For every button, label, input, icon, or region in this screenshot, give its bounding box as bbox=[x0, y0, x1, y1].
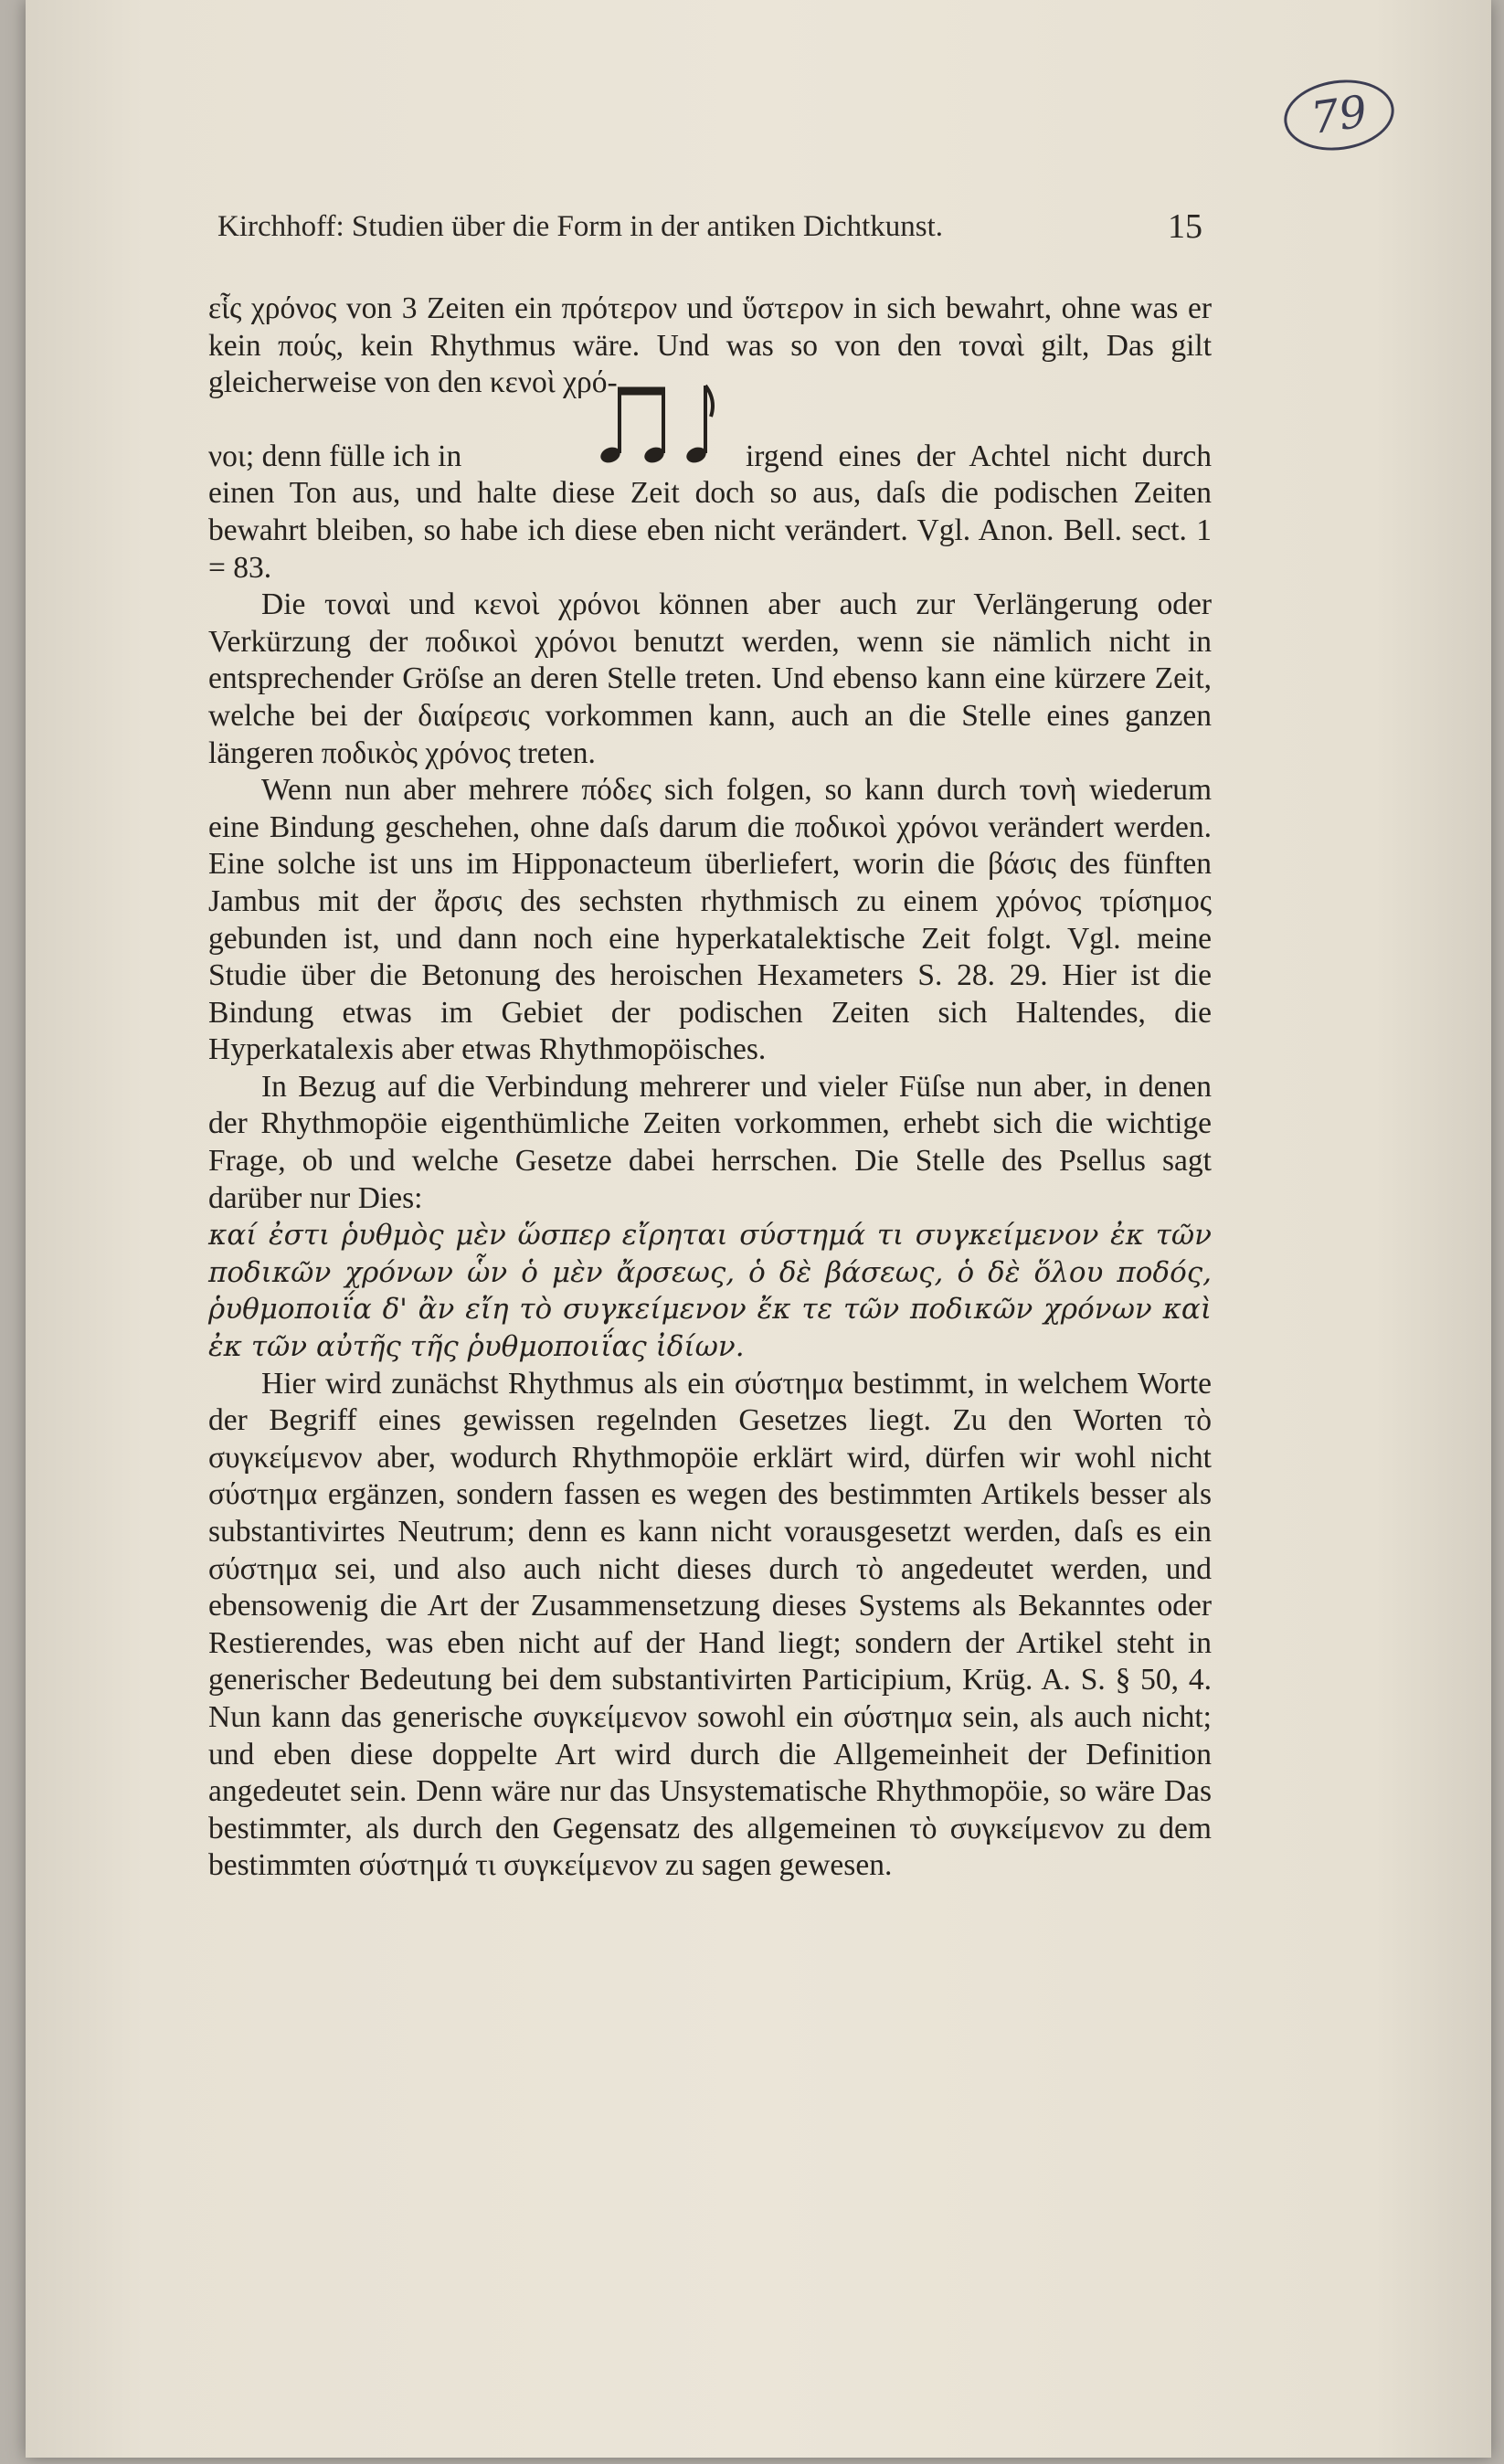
page-number: 15 bbox=[1168, 207, 1202, 246]
greek-quotation: καί ἐστι ῥυθμὸς μὲν ὥσπερ εἴρηται σύστημά τι συγκείμενον ἐκ τῶν ποδικῶν χρόνων ὧν ὁ μὲν ἄρσεως, ὁ δὲ βάσεως, ὁ δὲ ὅλου ποδός, ῥυθμοποιΐα δ' ἂν εἴη τὸ συγκείμενον ἔκ τε τῶν ποδικῶν χρόνων καὶ ἐκ τῶν αὐτῆς τῆς ῥυθμοποιΐας ἰδίων. bbox=[208, 1219, 1212, 1364]
running-title: Kirchhoff: Studien über die Form in der antiken Dichtkunst. bbox=[217, 210, 943, 243]
paragraph-4: In Bezug auf die Verbindung mehrerer und vieler Füſse nun aber, in denen der Rhythmopöie eigenthümliche Zeiten vorkommen, erhebt sich die wichtige Frage, ob und welche Gesetze dabei herrschen. Die Stelle des Psellus sagt darüber nur Dies: bbox=[208, 1069, 1212, 1215]
paragraph-3: Wenn nun aber mehrere πόδες sich folgen, so kann durch τονὴ wiederum eine Bindung geschehen, ohne daſs darum die ποδικοὶ χρόνοι verändert werden. Eine solche ist uns im Hipponacteum überliefert, worin die βάσις des fünften Jambus mit der ἄρσις des sechsten rhythmisch zu einem χρόνος τρίσημος gebunden ist, und dann noch eine hyperkatalektische Zeit folgt. Vgl. meine Studie über die Betonung des heroischen Hexameters S. 28. 29. Hier ist die Bindung etwas im Gebiet der podischen Zeiten sich Haltendes, die Hyperkatalexis aber etwas Rhythmopöisches. bbox=[208, 773, 1212, 1067]
paragraph-2: Die τοναὶ und κενοὶ χρόνοι können aber auch zur Verlängerung oder Verkürzung der ποδικοὶ χρόνοι benutzt werden, wenn sie nämlich nicht in entsprechender Gröſse an deren Stelle treten. Und ebenso kann eine kürzere Zeit, welche bei der διαίρεσις vorkommen kann, auch an die Stelle eines ganzen längeren ποδικὸς χρόνος treten. bbox=[208, 587, 1212, 770]
paragraph-1b: irgend eines der Achtel nicht durch einen Ton aus, und halte diese Zeit doch so aus, daſs die podischen Zeiten bewahrt bleiben, so habe ich diese eben nicht verändert. Vgl. Anon. Bell. sect. 1 = 83. bbox=[208, 439, 1212, 585]
library-stamp: 79 bbox=[1279, 73, 1398, 157]
body-text bbox=[208, 291, 1212, 1885]
music-notation-line bbox=[208, 402, 1212, 479]
eighth-notes-icon bbox=[598, 376, 716, 468]
paragraph-1a: εἷς χρόνος von 3 Zeiten ein πρότερον und ὕστερον in sich bewahrt, ohne was er kein πούς, kein Rhythmus wäre. Und was so von den τοναὶ gilt, Das gilt gleicherweise von den κενοὶ χρό- bbox=[208, 291, 1212, 400]
paragraph-5: Hier wird zunächst Rhythmus als ein σύστημα bestimmt, in welchem Worte der Begriff eines gewissen regelnden Gesetzes liegt. Zu den Worten τὸ συγκείμενον aber, wodurch Rhythmopöie erklärt wird, dürfen wir wohl nicht σύστημα ergänzen, sondern fassen es wegen des bestimmten Artikels besser als substantivirtes Neutrum; denn es kann nicht vorausgesetzt werden, daſs es ein σύστημα sei, und also auch nicht dieses durch τὸ angedeutet werden, und ebensowenig die Art der Zusammensetzung dieses Systems als Bekanntes oder Restierendes, was eben nicht auf der Hand liegt; sondern der Artikel steht in generischer Bedeutung bei dem substantivirten Participium, Krüg. A. S. § 50, 4. Nun kann das generische συγκείμενον sowohl ein σύστημα sein, als auch nicht; und eben diese doppelte Art wird durch die Allgemeinheit der Definition angedeutet sein. Denn wäre nur das Unsystematische Rhythmopöie, so wäre Das bestimmter, als durch den Gegensatz des allgemeinen τὸ συγκείμενον zu dem bestimmten σύστημά τι συγκείμενον zu sagen gewesen. bbox=[208, 1366, 1212, 1883]
paragraph-1b-start: νοι; denn fülle ich in bbox=[208, 439, 462, 473]
